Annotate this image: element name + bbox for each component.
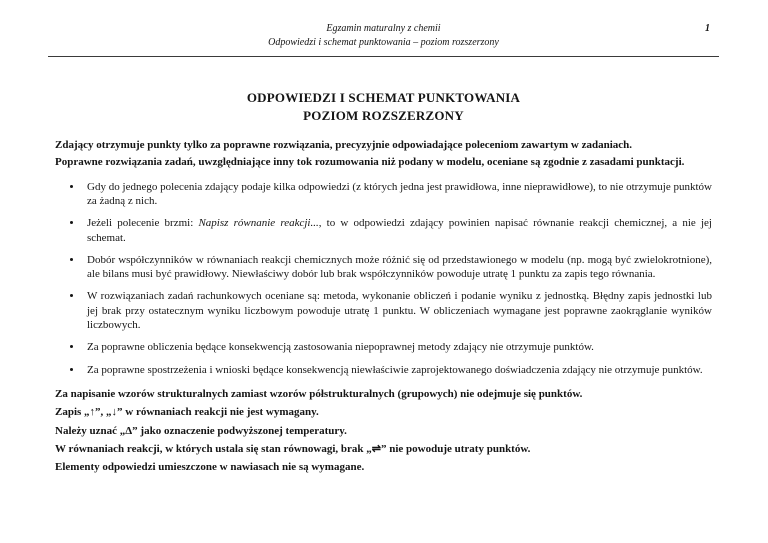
- list-item: [83, 363, 712, 377]
- final-rule-2: Zapis „↑”, „↓” w równaniach reakcji nie jest wymagany.: [55, 406, 319, 419]
- list-item: [83, 180, 712, 209]
- page-header: [55, 22, 712, 57]
- final-rules-section: [55, 387, 712, 474]
- list-item-text: Gdy do jednego polecenia zdający podaje kilka odpowiedzi (z których jedna jest prawidłowa, inne nieprawidłowe), to nie otrzymuje punktów za żadną z nich.: [87, 180, 712, 207]
- list-item-text: Za poprawne obliczenia będące konsekwencją zastosowania niepoprawnej metody zdający nie otrzymuje punktów.: [87, 341, 594, 354]
- list-item: [83, 216, 712, 245]
- final-rule-3: Należy uznać „Δ” jako oznaczenie podwyższonej temperatury.: [55, 424, 347, 437]
- final-rule-5: Elementy odpowiedzi umieszczone w nawiasach nie są wymagane.: [55, 461, 365, 474]
- intro-paragraph-1: Zdający otrzymuje punkty tylko za poprawne rozwiązania, precyzyjnie odpowiadające poleceniom zawartym w zadaniach.: [55, 139, 633, 152]
- final-rule-1: Za napisanie wzorów strukturalnych zamiast wzorów półstrukturalnych (grupowych) nie odejmuje się punktów.: [55, 387, 583, 400]
- list-item-text: Jeżeli polecenie brzmi:: [87, 217, 199, 230]
- scoring-rules-list: [55, 180, 712, 377]
- title-line-1: ODPOWIEDZI I SCHEMAT PUNKTOWANIA: [246, 90, 521, 105]
- header-subtitle: Odpowiedzi i schemat punktowania – poziom rozszerzony: [268, 37, 499, 48]
- list-item-text: , to w odpowiedzi zdający powinien napisać równanie reakcji chemicznej, a nie jej schemat.: [87, 217, 712, 244]
- header-divider: [48, 56, 719, 57]
- list-item: [83, 253, 712, 282]
- page-number: 1: [705, 23, 710, 34]
- document-title: [55, 89, 712, 124]
- list-item-text: Dobór współczynników w równaniach reakcji chemicznych może różnić się od przedstawionego w modelu (np. mogą być zwielokrotnione), ale bilans musi być prawidłowy. Niewłaściwy dobór lub brak współczynników powoduje utratę 1 punktu za zapis tego równania.: [87, 253, 712, 281]
- header-title: Egzamin maturalny z chemii: [326, 23, 441, 34]
- list-item: [83, 289, 712, 332]
- intro-paragraph-2: Poprawne rozwiązania zadań, uwzględniające inny tok rozumowania niż podany w modelu, oceniane są zgodnie z zasadami punktacji.: [55, 156, 685, 169]
- title-line-2: POZIOM ROZSZERZONY: [303, 107, 464, 123]
- list-item-text: Za poprawne spostrzeżenia i wnioski będące konsekwencją niewłaściwie zaprojektowanego doświadczenia zdający nie otrzymuje punktów.: [87, 363, 703, 376]
- list-item: [83, 340, 712, 354]
- final-rule-4: W równaniach reakcji, w których ustala się stan równowagi, brak „⇌” nie powoduje utraty punktów.: [55, 442, 531, 455]
- list-item-text: W rozwiązaniach zadań rachunkowych oceniane są: metoda, wykonanie obliczeń i podanie wyniku z jednostką. Błędny zapis jednostki lub jej brak przy ostatecznym wyniku liczbowym powoduje utratę 1 punktu. W obliczeniach wymagane jest poprawne zaokrąglanie wyników liczbowych.: [87, 290, 712, 332]
- list-item-italic-text: Napisz równanie reakcji...: [198, 217, 319, 230]
